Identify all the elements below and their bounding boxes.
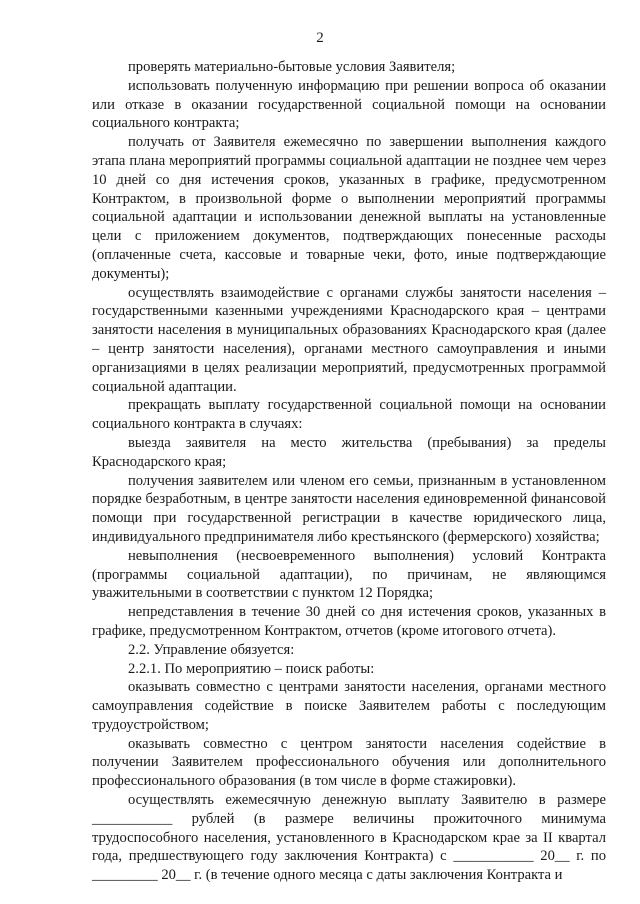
- paragraph-use-information: использовать полученную информацию при решении вопроса об оказании или отказе в оказании государственной социальной помощи на основании социального контракта;: [92, 77, 606, 132]
- subsection-heading-2-2-1: 2.2.1. По мероприятию – поиск работы:: [128, 660, 375, 677]
- paragraph-terminate-payment: прекращать выплату государственной социальной помощи на основании социального контракта в случаях:: [92, 397, 606, 433]
- paragraph-check-living-conditions: проверять материально-бытовые условия Заявителя;: [128, 59, 456, 75]
- paragraph-job-search-assistance: оказывать совместно с центрами занятости населения, органами местного самоуправления содействие в поиске Заявителем работы с последующим трудоустройством;: [92, 679, 606, 733]
- paragraph-training-assistance: оказывать совместно с центром занятости населения содействие в получении Заявителем профессионального обучения или дополнительного профессионального образования (в том числе в форме стажировки).: [92, 735, 606, 790]
- paragraph-departure-case: выезда заявителя на место жительства (пребывания) за пределы Краснодарского края;: [92, 434, 606, 470]
- paragraph-monthly-payment: осуществлять ежемесячную денежную выплату Заявителю в размере ___________ рублей (в размере величины прожиточного минимума трудоспособного населения, установленного в Краснодарском крае за II квартал года, предшествующего году заключения Контракта) с ___________ 20__ г. по _________ 20__ г. (в течение одного месяца с даты заключения Контракта и: [92, 792, 606, 884]
- paragraph-receive-reports: получать от Заявителя ежемесячно по завершении выполнения каждого этапа плана мероприятий программы социальной адаптации не позднее чем через 10 дней со дня истечения сроков, указанных в графике, предусмотренном Контрактом, в произвольной форме о выполнении мероприятий программы социальной адаптации и использовании денежной выплаты на установленные цели с приложением документов, подтверждающих понесенные расходы (оплаченные счета, кассовые и товарные чеки, фото, иные подтверждающие документы);: [92, 134, 606, 282]
- paragraph-non-submission-case: непредставления в течение 30 дней со дня истечения сроков, указанных в графике, предусмотренном Контрактом, отчетов (кроме итогового отчета).: [92, 604, 606, 639]
- paragraph-interaction-employment-services: осуществлять взаимодействие с органами службы занятости населения – государственными казенными учреждениями Краснодарского края – центрами занятости населения в муниципальных образованиях Краснодарского края (далее – центр занятости населения), органами местного самоуправления и иными организациями в целях реализации мероприятий, предусмотренных программой социальной адаптации.: [92, 284, 606, 395]
- paragraph-financial-aid-case: получения заявителем или членом его семьи, признанным в установленном порядке безработным, в центре занятости населения единовременной финансовой помощи при государственной регистрации в качестве юридического лица, индивидуального предпринимателя либо крестьянского (фермерского) хозяйства;: [92, 472, 606, 545]
- section-heading-2-2: 2.2. Управление обязуется:: [128, 641, 295, 658]
- page-number: 2: [316, 30, 324, 46]
- paragraph-non-fulfillment-case: невыполнения (несвоевременного выполнения) условий Контракта (программы социальной адаптации), по причинам, не являющимся уважительными в соответствии с пунктом 12 Порядка;: [92, 547, 606, 602]
- document-body: [92, 58, 606, 885]
